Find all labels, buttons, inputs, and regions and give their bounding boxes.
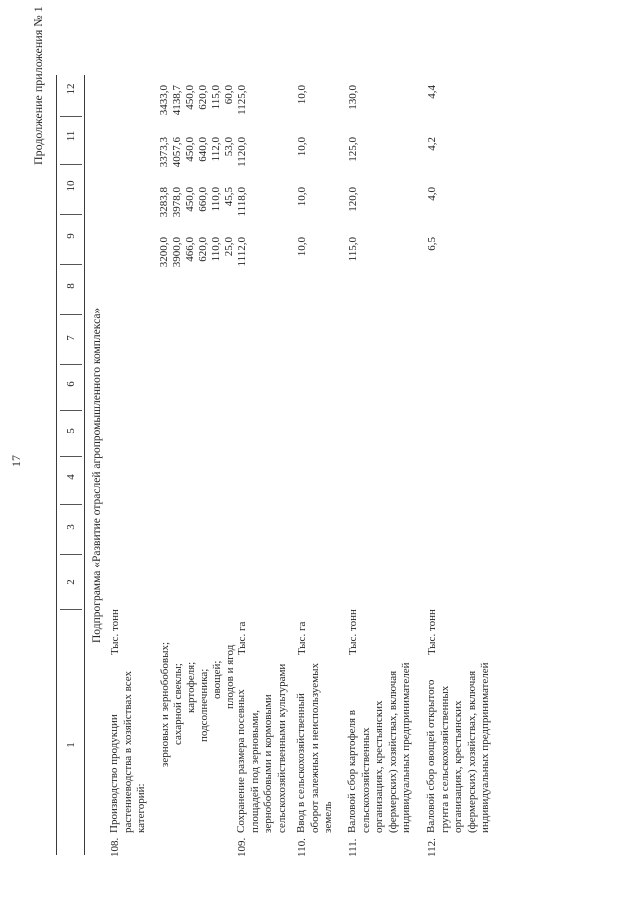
cell-c9: 10,0 [296, 237, 308, 257]
cell-c10-grain: 3283,8 [158, 187, 170, 218]
column-header-12: 12 [65, 83, 77, 95]
cell-c11: 4,2 [426, 137, 438, 151]
cell-c9: 115,0 [347, 237, 359, 262]
cell-c12: 130,0 [347, 85, 359, 110]
sub-item-sunflower: подсолнечника; [198, 668, 210, 742]
column-header-9: 9 [65, 233, 77, 239]
row-description: Валовой сбор овощей открытого грунта в сельскохозяйственных организациях, крестьянских (фермерских) хозяйствах, включая индивидуальных предпринимателей [425, 662, 492, 833]
column-header-6: 6 [65, 381, 77, 387]
cell-c11: 125,0 [347, 137, 359, 162]
cell-c10: 10,0 [296, 187, 308, 207]
cell-c10-potato: 450,0 [184, 187, 196, 212]
cell-c12-grain: 3433,0 [158, 85, 170, 116]
cell-c10-fruits: 45,5 [223, 187, 235, 207]
row-description: Производство продукции растениеводства в хозяйствах всех категорий: [108, 671, 148, 833]
cell-c12: 10,0 [296, 85, 308, 105]
column-header-1: 1 [65, 742, 77, 748]
cell-c10: 4,0 [426, 187, 438, 201]
cell-c11-sugar-beet: 4057,6 [171, 137, 183, 168]
cell-c10-vegetables: 110,0 [210, 187, 222, 212]
cell-c11: 10,0 [296, 137, 308, 157]
sub-item-vegetables: овощей; [211, 660, 223, 699]
cell-c11-vegetables: 112,0 [210, 137, 222, 162]
column-header-2: 2 [65, 579, 77, 585]
row-description: Сохранение размера посевных площадей под зерновыми, зернобобовыми и кормовыми сельскохозяйственными культурами [235, 663, 288, 833]
cell-c11: 1120,0 [236, 137, 248, 167]
row-unit: Тыс. га [296, 621, 308, 655]
cell-c9-grain: 3200,0 [158, 237, 170, 268]
cell-c10-sunflower: 660,0 [197, 187, 209, 212]
cell-c11-fruits: 53,0 [223, 137, 235, 157]
cell-c9-sugar-beet: 3900,0 [171, 237, 183, 268]
row-unit: Тыс. тонн [347, 609, 359, 655]
row-description: Валовой сбор картофеля в сельскохозяйственных организациях, крестьянских (фермерских) хозяйствах, включая индивидуальных предпринимателей [346, 662, 413, 833]
sub-item-potato: картофеля; [185, 661, 197, 713]
row-number: 112. [426, 838, 438, 857]
row-unit: Тыс. тонн [426, 609, 438, 655]
cell-c10: 1118,0 [236, 187, 248, 217]
column-header-3: 3 [65, 524, 77, 530]
subprogram-title: Подпрограмма «Развитие отраслей агропромышленного комплекса» [91, 307, 103, 643]
sub-item-sugar-beet: сахарной свеклы; [172, 663, 184, 745]
sub-item-grain: зерновых и зернобобовых; [159, 641, 171, 767]
column-header-8: 8 [65, 283, 77, 289]
cell-c12: 1125,0 [236, 85, 248, 115]
cell-c11-grain: 3373,3 [158, 137, 170, 168]
column-header-10: 10 [65, 180, 77, 192]
row-number: 111. [347, 838, 359, 857]
cell-c12: 4,4 [426, 85, 438, 99]
row-unit: Тыс. га [236, 621, 248, 655]
cell-c10: 120,0 [347, 187, 359, 212]
column-header-11: 11 [65, 130, 77, 142]
cell-c9: 6,5 [426, 237, 438, 251]
row-number: 108. [109, 837, 121, 857]
cell-c12-potato: 450,0 [184, 85, 196, 110]
cell-c9-potato: 466,0 [184, 237, 196, 262]
continuation-label: Продолжение приложения № 1 [31, 6, 45, 165]
row-number: 110. [296, 838, 308, 857]
column-header-7: 7 [65, 335, 77, 341]
cell-c11-sunflower: 640,0 [197, 137, 209, 162]
column-header-4: 4 [65, 474, 77, 480]
cell-c10-sugar-beet: 3978,0 [171, 187, 183, 218]
cell-c12-sugar-beet: 4138,7 [171, 85, 183, 116]
page-number: 17 [9, 455, 23, 467]
cell-c9-fruits: 25,0 [223, 237, 235, 257]
sub-item-fruits: плодов и ягод [224, 644, 236, 709]
row-description: Ввод в сельскохозяйственный оборот залежных и неиспользуемых земель [295, 663, 335, 833]
cell-c12-fruits: 60,0 [223, 85, 235, 105]
column-header-5: 5 [65, 428, 77, 434]
cell-c11-potato: 450,0 [184, 137, 196, 162]
row-number: 109. [236, 837, 248, 857]
cell-c12-vegetables: 115,0 [210, 85, 222, 110]
cell-c9-vegetables: 110,0 [210, 237, 222, 262]
cell-c12-sunflower: 620,0 [197, 85, 209, 110]
row-unit: Тыс. тонн [109, 609, 121, 655]
cell-c9-sunflower: 620,0 [197, 237, 209, 262]
cell-c9: 1112,0 [236, 237, 248, 267]
